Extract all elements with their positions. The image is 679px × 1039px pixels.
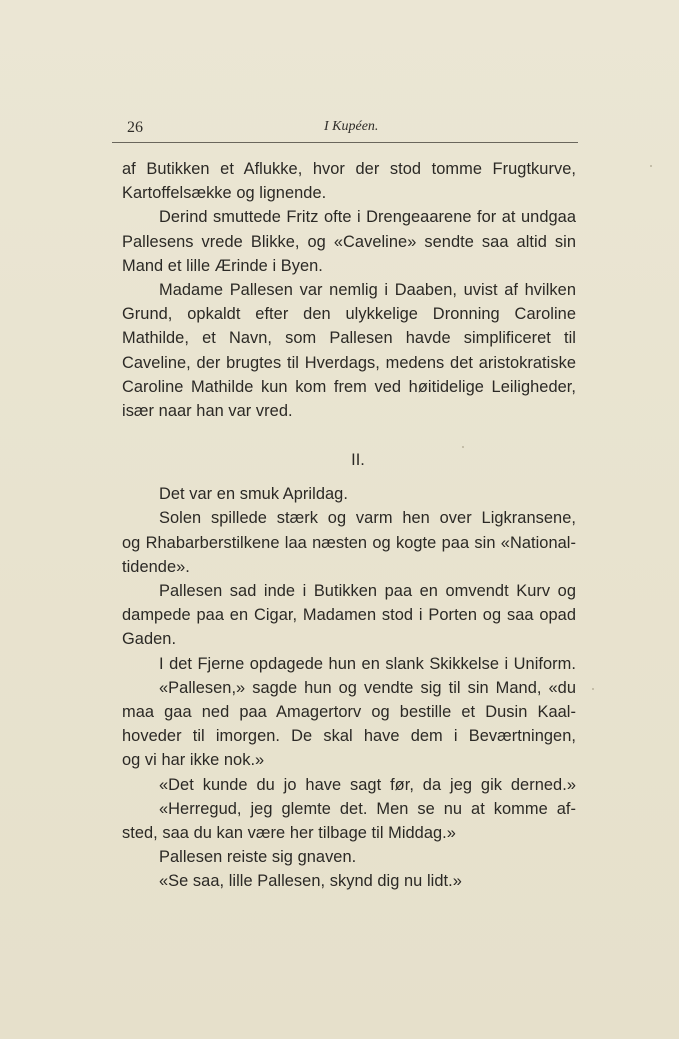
text-line: dampede paa en Cigar, Madamen stod i Porten og saa opad [122,606,576,625]
text-line: og vi har ikke nok.» [122,751,265,770]
paragraph-first-line: «Det kunde du jo have sagt før, da jeg gik derned.» [159,775,576,794]
text-line: maa gaa ned paa Amagertorv og bestille et Dusin Kaal- [122,702,576,721]
page-number: 26 [127,119,143,136]
text-line: især naar han var vred. [122,401,293,420]
text-line: af Butikken et Aflukke, hvor der stod tomme Frugtkurve, [122,160,576,178]
text-line: sted, saa du kan være her tilbage til Middag.» [122,823,456,842]
paragraph-first-line: Derind smuttede Fritz ofte i Drengeaarene for at undgaa [159,208,576,227]
text-line: og Rhabarberstilkene laa næsten og kogte paa sin «National- [122,533,576,552]
paragraph-first-line: Pallesen sad inde i Butikken paa en omvendt Kurv og [159,582,576,600]
paragraph-first-line: Det var en smuk Aprildag. [159,485,348,504]
paper-speck [592,688,594,690]
section-heading: II. [351,451,365,470]
body-text [122,157,576,893]
text-line: Pallesens vrede Blikke, og «Caveline» sendte saa altid sin [122,232,576,251]
paragraph-first-line: I det Fjerne opdagede hun en slank Skikkelse i Uniform. [159,654,576,673]
paragraph-first-line: Pallesen reiste sig gnaven. [159,848,357,867]
text-line: Kartoffelsække og lignende. [122,184,327,203]
paragraph-first-line: Solen spillede stærk og varm hen over Ligkransene, [159,509,576,528]
running-title: I Kupéen. [324,119,379,134]
text-line: Grund, opkaldt efter den ulykkelige Dronning Caroline [122,305,576,324]
paper-speck [462,446,464,448]
page-header [112,117,578,141]
header-rule [112,142,578,143]
text-line: tidende». [122,557,190,576]
text-line: Caroline Mathilde kun kom frem ved høitidelige Leiligheder, [122,377,576,396]
text-line: Caveline, der brugtes til Hverdags, medens det aristokratiske [122,353,576,372]
paragraph-first-line: Madame Pallesen var nemlig i Daaben, uvist af hvilken [159,280,576,299]
text-line: Gaden. [122,630,177,649]
paragraph-first-line: «Pallesen,» sagde hun og vendte sig til sin Mand, «du [159,678,576,697]
text-line: Mand et lille Ærinde i Byen. [122,256,323,275]
text-line: Mathilde, et Navn, som Pallesen havde simplificeret til [122,329,576,348]
paper-speck [650,165,652,167]
paragraph-first-line: «Se saa, lille Pallesen, skynd dig nu lidt.» [159,872,462,891]
text-line: hoveder til imorgen. De skal have dem i Beværtningen, [122,727,576,746]
paragraph-first-line: «Herregud, jeg glemte det. Men se nu at komme af- [159,799,576,818]
